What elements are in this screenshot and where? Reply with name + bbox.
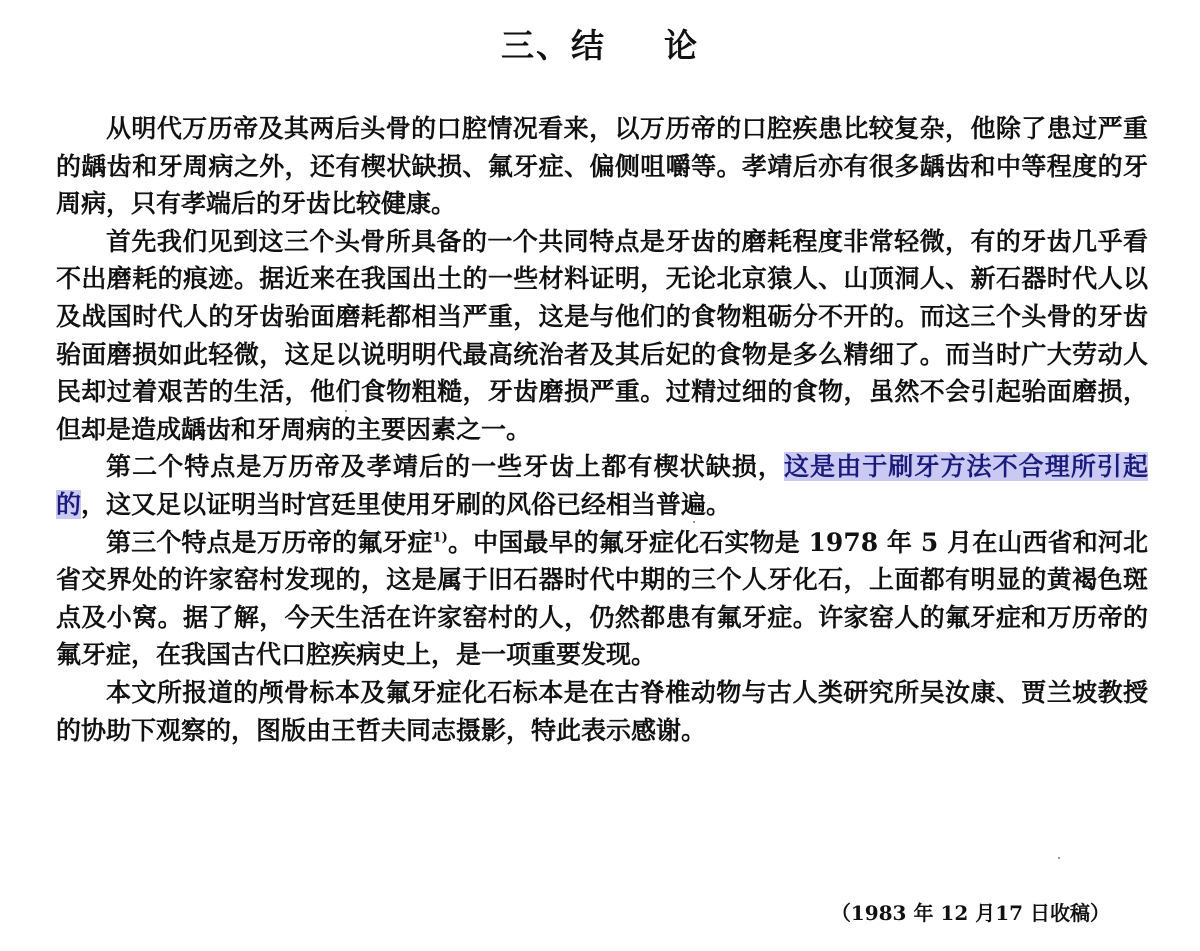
scan-speck <box>693 521 695 523</box>
paragraph-3-end: ，这又足以证明当时宫廷里使用牙刷的风俗已经相当普遍。 <box>81 489 732 519</box>
scan-speck <box>345 410 347 412</box>
paragraph-4-end: 。中国最早的氟牙症化石实物是 1978 年 5 月在山西省和河北省交界处的许家窑村发现的，这是属于旧石器时代中期的三个人牙化石，上面都有明显的黄褐色斑点及小窝。据了解，今天生活在许家窑村的人，仍然都患有氟牙症。许家窑人的氟牙症和万历帝的氟牙症，在我国古代口腔疾病史上，是一项重要发现。 <box>56 527 1148 670</box>
scan-speck <box>1058 857 1060 859</box>
paragraph-1: 从明代万历帝及其两后头骨的口腔情况看来，以万历帝的口腔疾患比较复杂，他除了患过严重的龋齿和牙周病之外，还有楔状缺损、氟牙症、偏侧咀嚼等。孝靖后亦有很多龋齿和中等程度的牙周病，只有孝端后的牙齿比较健康。 <box>56 114 1148 219</box>
section-heading-part2: 论 <box>664 26 699 65</box>
received-date: （1983 年 12 月17 日收稿） <box>830 901 1110 925</box>
highlighted-text[interactable]: 这是由于刷牙方法不合理所引起的 <box>56 452 1148 519</box>
section-heading <box>0 20 1200 67</box>
conclusion-body <box>56 110 1148 749</box>
paragraph-3 <box>56 448 1148 523</box>
paragraph-3-start: 第二个特点是万历帝及孝靖后的一些牙齿上都有楔状缺损， <box>106 452 784 482</box>
paragraph-5: 本文所报道的颅骨标本及氟牙症化石标本是在古脊椎动物与古人类研究所吴汝康、贾兰坡教授的协助下观察的，图版由王哲夫同志摄影，特此表示感谢。 <box>56 677 1148 745</box>
paragraph-4 <box>56 524 1148 674</box>
footnote-marker: 1) <box>432 530 448 546</box>
paragraph-4-start: 第三个特点是万历帝的氟牙症 <box>106 527 433 557</box>
section-heading-part1: 三、结 <box>501 26 606 65</box>
paragraph-2: 首先我们见到这三个头骨所具备的一个共同特点是牙齿的磨耗程度非常轻微，有的牙齿几乎看不出磨耗的痕迹。据近来在我国出土的一些材料证明，无论北京猿人、山顶洞人、新石器时代人以及战国时代人的牙齿骀面磨耗都相当严重，这是与他们的食物粗砺分不开的。而这三个头骨的牙齿骀面磨损如此轻微，这足以说明明代最高统治者及其后妃的食物是多么精细了。而当时广大劳动人民却过着艰苦的生活，他们食物粗糙，牙齿磨损严重。过精过细的食物，虽然不会引起骀面磨损，但却是造成龋齿和牙周病的主要因素之一。 <box>56 226 1148 444</box>
